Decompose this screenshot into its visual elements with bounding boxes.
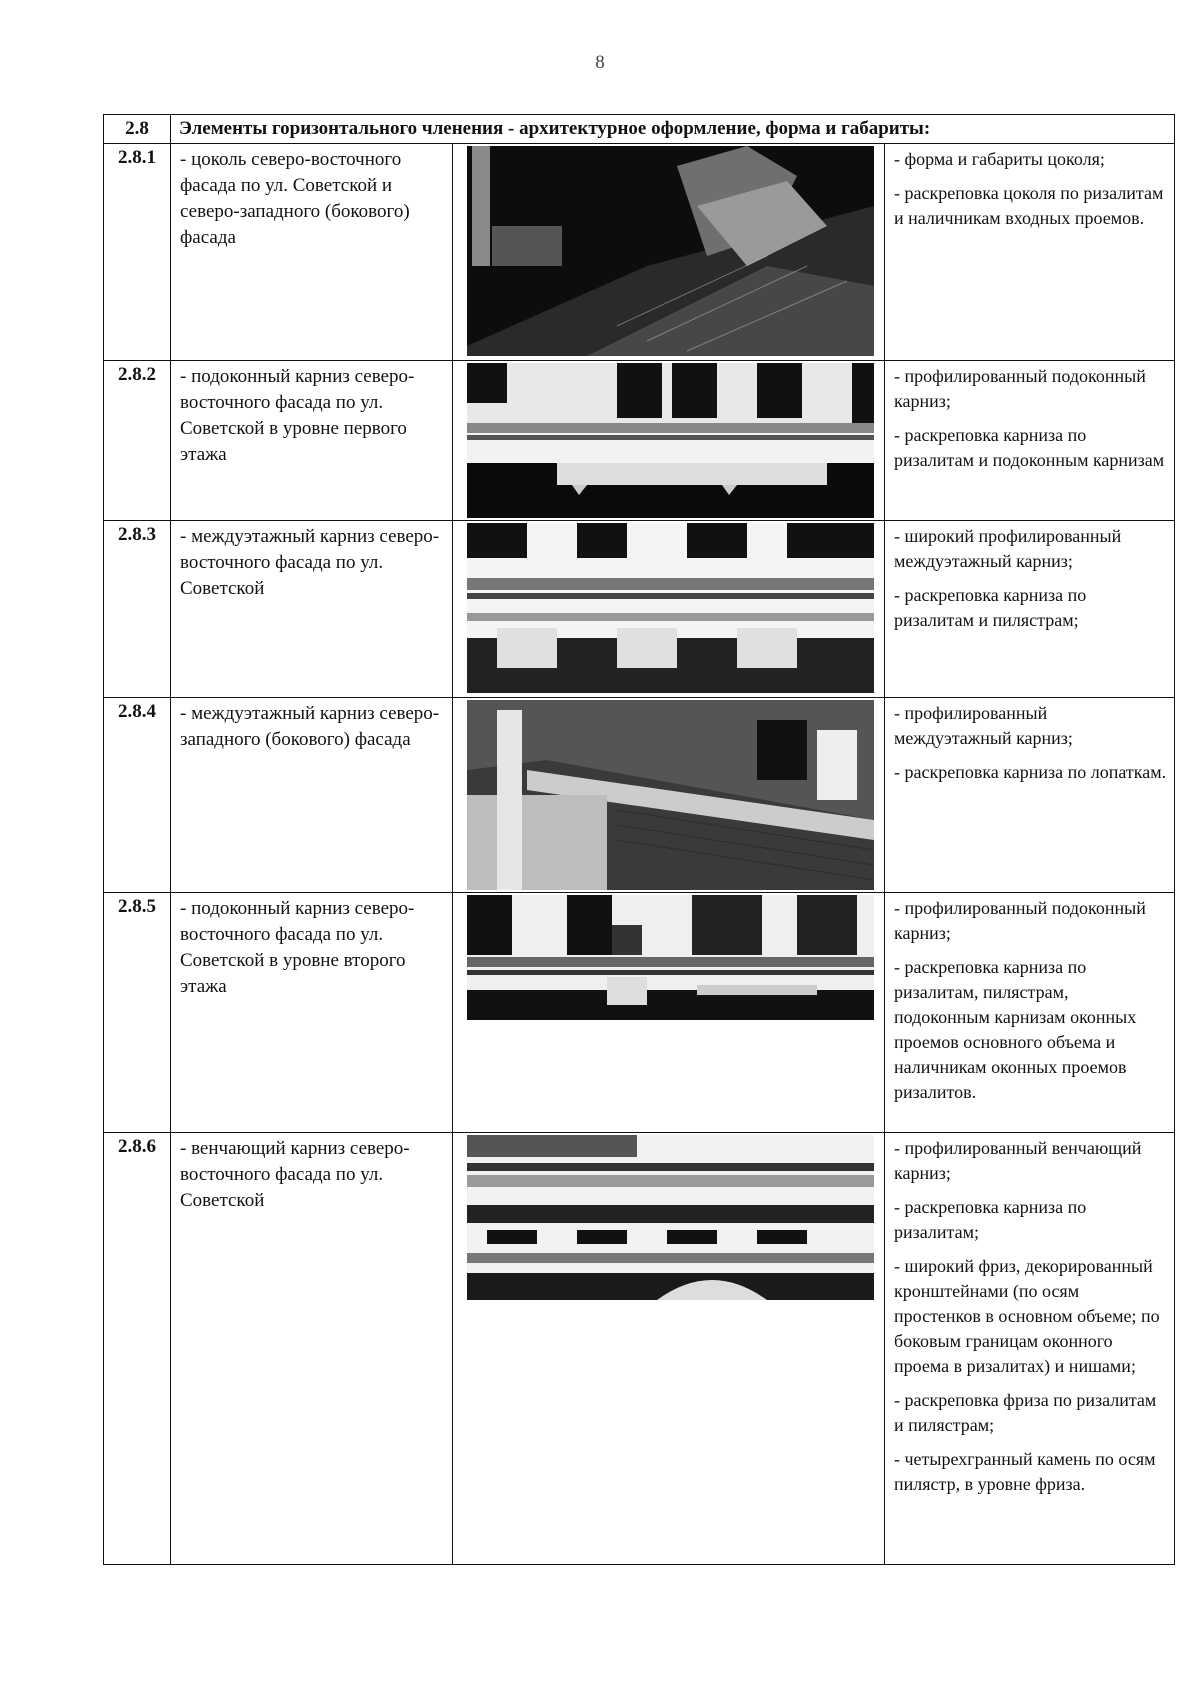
- row-description: - подоконный карниз северо-восточного фасада по ул. Советской в уровне второго этажа: [171, 893, 453, 1133]
- row-number: 2.8.3: [104, 521, 171, 698]
- row-number: 2.8.4: [104, 698, 171, 893]
- row-description: - венчающий карниз северо-восточного фасада по ул. Советской: [171, 1133, 453, 1565]
- row-photo-cell: [453, 144, 885, 361]
- table-row: [104, 1133, 1175, 1565]
- first-floor-sill-cornice-photo: [467, 363, 874, 518]
- feature-item: - широкий профилированный междуэтажный карниз;: [894, 526, 1122, 571]
- row-number: 2.8.6: [104, 1133, 171, 1565]
- crowning-cornice-photo: [467, 1135, 874, 1300]
- table-row: [104, 521, 1175, 698]
- section-number: 2.8: [104, 115, 171, 144]
- plinth-photo: [467, 146, 874, 356]
- row-description: - цоколь северо-восточного фасада по ул. Советской и северо-западного (бокового) фасада: [171, 144, 453, 361]
- row-description: - междуэтажный карниз северо-западного (бокового) фасада: [171, 698, 453, 893]
- interfloor-cornice-photo: [467, 523, 874, 693]
- row-features: [885, 144, 1175, 361]
- table-row: [104, 361, 1175, 521]
- row-photo-cell: [453, 1133, 885, 1565]
- feature-item: - форма и габариты цоколя;: [894, 149, 1105, 169]
- feature-item: - широкий фриз, декорированный кронштейнами (по осям простенков в основном объеме; по боковым границам оконного проема в ризалитах) и нишами;: [894, 1256, 1160, 1376]
- feature-item: - раскреповка фриза по ризалитам и пилястрам;: [894, 1390, 1157, 1435]
- row-features: [885, 698, 1175, 893]
- feature-item: - раскреповка цоколя по ризалитам и наличникам входных проемов.: [894, 183, 1164, 228]
- page-number: 8: [595, 52, 605, 73]
- elements-table: [103, 114, 1175, 1565]
- row-description: - подоконный карниз северо-восточного фасада по ул. Советской в уровне первого этажа: [171, 361, 453, 521]
- feature-item: - раскреповка карниза по ризалитам, пилястрам, подоконным карнизам оконных проемов основного объема и наличникам оконных проемов ризалитов.: [894, 957, 1137, 1102]
- row-photo-cell: [453, 698, 885, 893]
- table-row: [104, 893, 1175, 1133]
- row-description: - междуэтажный карниз северо-восточного фасада по ул. Советской: [171, 521, 453, 698]
- row-features: [885, 361, 1175, 521]
- side-facade-cornice-photo: [467, 700, 874, 890]
- feature-item: - раскреповка карниза по ризалитам;: [894, 1197, 1087, 1242]
- row-photo-cell: [453, 521, 885, 698]
- row-photo-cell: [453, 893, 885, 1133]
- feature-item: - профилированный подоконный карниз;: [894, 366, 1146, 411]
- row-number: 2.8.5: [104, 893, 171, 1133]
- row-number: 2.8.1: [104, 144, 171, 361]
- feature-item: - профилированный подоконный карниз;: [894, 898, 1146, 943]
- feature-item: - раскреповка карниза по ризалитам и подоконным карнизам: [894, 425, 1165, 470]
- table-row: [104, 698, 1175, 893]
- row-number: 2.8.2: [104, 361, 171, 521]
- table-row: [104, 144, 1175, 361]
- section-title: Элементы горизонтального членения - архитектурное оформление, форма и габариты:: [171, 115, 1175, 144]
- feature-item: - раскреповка карниза по лопаткам.: [894, 762, 1167, 782]
- section-header-row: [104, 115, 1175, 144]
- feature-item: - профилированный венчающий карниз;: [894, 1138, 1142, 1183]
- row-photo-cell: [453, 361, 885, 521]
- second-floor-sill-cornice-photo: [467, 895, 874, 1020]
- feature-item: - профилированный междуэтажный карниз;: [894, 703, 1073, 748]
- row-features: [885, 893, 1175, 1133]
- feature-item: - четырехгранный камень по осям пилястр, в уровне фриза.: [894, 1449, 1156, 1494]
- row-features: [885, 1133, 1175, 1565]
- row-features: [885, 521, 1175, 698]
- feature-item: - раскреповка карниза по ризалитам и пилястрам;: [894, 585, 1087, 630]
